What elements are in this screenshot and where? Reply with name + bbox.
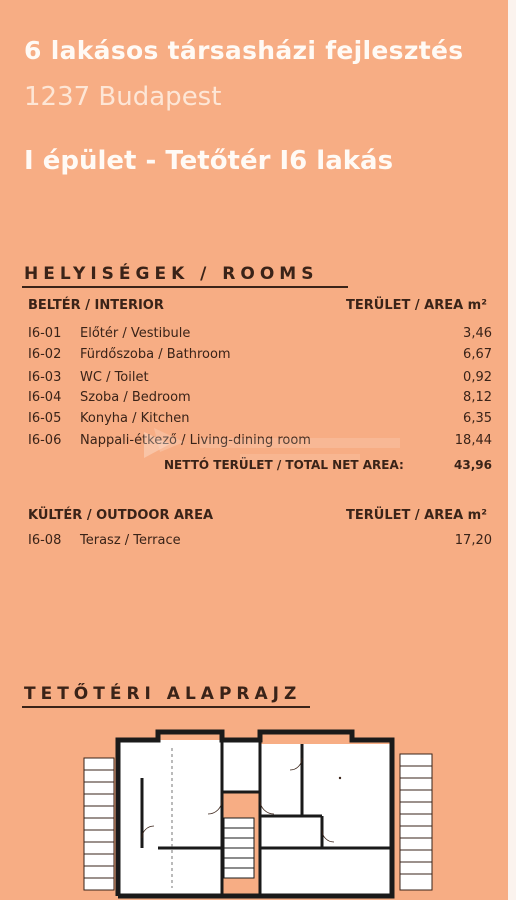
room-area: 0,92: [463, 370, 492, 385]
room-name: Előtér / Vestibule: [80, 326, 191, 341]
unit-subtitle: I épület - Tetőtér I6 lakás: [24, 146, 394, 176]
stair-core: [224, 818, 254, 878]
room-name: Szoba / Bedroom: [80, 390, 191, 405]
room-code: I6-08: [28, 533, 62, 548]
room-code: I6-02: [28, 347, 62, 362]
interior-area-label: TERÜLET / AREA m²: [346, 298, 487, 313]
room-area: 8,12: [463, 390, 492, 405]
outdoor-row: [28, 533, 492, 553]
room-name: Terasz / Terrace: [80, 533, 181, 548]
interior-label: BELTÉR / INTERIOR: [28, 298, 164, 313]
project-location: 1237 Budapest: [24, 82, 222, 112]
floorplan-heading: TETŐTÉRI ALAPRAJZ: [24, 684, 302, 704]
room-name: Nappali-étkező / Living-dining room: [80, 433, 311, 448]
room-code: I6-03: [28, 370, 62, 385]
room-area: 6,35: [463, 411, 492, 426]
room-code: I6-06: [28, 433, 62, 448]
outdoor-area-label: TERÜLET / AREA m²: [346, 508, 487, 523]
floor-plan: [82, 718, 436, 900]
total-area-value: 43,96: [454, 458, 492, 472]
room-row: [28, 433, 492, 453]
room-row: [28, 347, 492, 367]
page-edge: [508, 0, 516, 900]
outdoor-label: KÜLTÉR / OUTDOOR AREA: [28, 508, 214, 523]
room-area: 6,67: [463, 347, 492, 362]
right-stair: [400, 754, 432, 890]
room-area: 3,46: [463, 326, 492, 341]
room-name: WC / Toilet: [80, 370, 149, 385]
room-name: Konyha / Kitchen: [80, 411, 190, 426]
left-stair: [84, 758, 114, 890]
plan-dot: [339, 777, 341, 779]
floorplan-heading-rule: [22, 706, 310, 708]
room-row: [28, 326, 492, 346]
room-code: I6-01: [28, 326, 62, 341]
room-name: Fürdőszoba / Bathroom: [80, 347, 231, 362]
room-area: 18,44: [454, 433, 492, 448]
rooms-heading-rule: [22, 286, 348, 288]
room-row: [28, 390, 492, 410]
room-area: 17,20: [454, 533, 492, 548]
room-row: [28, 411, 492, 431]
total-area-label: NETTÓ TERÜLET / TOTAL NET AREA:: [164, 458, 404, 472]
rooms-heading: HELYISÉGEK / ROOMS: [24, 264, 319, 284]
room-code: I6-05: [28, 411, 62, 426]
project-title: 6 lakásos társasházi fejlesztés: [24, 36, 464, 65]
room-code: I6-04: [28, 390, 62, 405]
room-row: [28, 370, 492, 390]
